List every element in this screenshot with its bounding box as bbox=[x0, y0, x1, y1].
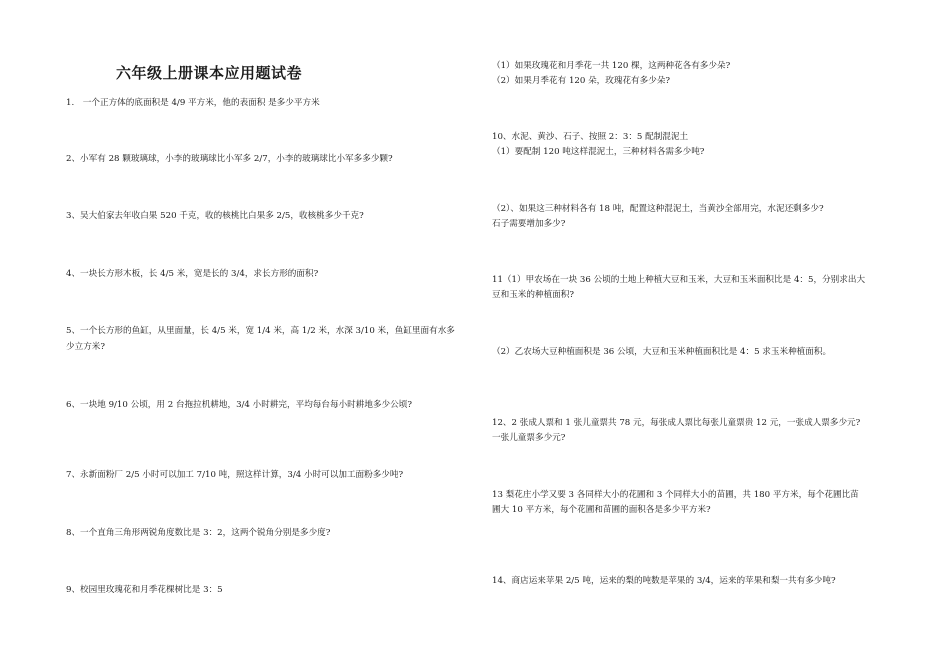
question-1: 1. 一个正方体的底面积是 4/9 平方米，他的表面积 是多少平方米 bbox=[66, 98, 320, 108]
question-13-line-1: 13 梨花庄小学又要 3 各同样大小的花圃和 3 个同样大小的苗圃，共 180 平方米，每个花圃比苗 bbox=[492, 490, 859, 500]
question-10b-line-2: 石子需要增加多少? bbox=[492, 219, 566, 229]
question-13-line-2: 圃大 10 平方米，每个花圃和苗圃的面积各是多少平方米? bbox=[492, 505, 711, 515]
question-11b: （2）乙农场大豆种植面积是 36 公顷，大豆和玉米种植面积比是 4：5 求玉米种植面积。 bbox=[492, 347, 832, 357]
question-5-line-1: 5、一个长方形的鱼缸，从里面量，长 4/5 米，宽 1/4 米，高 1/2 米，水深 3/10 米，鱼缸里面有水多 bbox=[66, 326, 455, 336]
question-12-line-1: 12、2 张成人票和 1 张儿童票共 78 元，每张成人票比每张儿童票贵 12 元，一张成人票多少元? bbox=[492, 418, 861, 428]
question-11-line-1: 11（1）甲农场在一块 36 公顷的土地上种植大豆和玉米，大豆和玉米面积比是 4：5，分别求出大 bbox=[492, 275, 866, 285]
question-10-line-1: 10、水泥、黄沙、石子、按照 2：3：5 配制混泥土 bbox=[492, 132, 689, 142]
question-3: 3、吴大伯家去年收白果 520 千克，收的核桃比白果多 2/5，收核桃多少千克? bbox=[66, 211, 364, 221]
question-10-line-2: （1）要配制 120 吨这样混泥土，三种材料各需多少吨? bbox=[492, 147, 705, 157]
question-8: 8、一个直角三角形两锐角度数比是 3：2，这两个锐角分别是多少度? bbox=[66, 528, 331, 538]
question-7: 7、永新面粉厂 2/5 小时可以加工 7/10 吨，照这样计算，3/4 小时可以加工面粉多少吨? bbox=[66, 470, 404, 480]
question-9-part-2: （2）如果月季花有 120 朵，玫瑰花有多少朵? bbox=[492, 76, 671, 86]
page-title: 六年级上册课本应用题试卷 bbox=[116, 64, 303, 82]
question-9-part-1: （1）如果玫瑰花和月季花一共 120 棵，这两种花各有多少朵? bbox=[492, 61, 731, 71]
question-9: 9、校园里玫瑰花和月季花棵树比是 3：5 bbox=[66, 585, 223, 595]
question-2: 2、小军有 28 颗玻璃球，小李的玻璃球比小军多 2/7，小李的玻璃球比小军多多少颗? bbox=[66, 154, 393, 164]
question-6: 6、一块地 9/10 公顷，用 2 台拖拉机耕地，3/4 小时耕完，平均每台每小时耕地多少公顷? bbox=[66, 400, 412, 410]
question-11-line-2: 豆和玉米的种植面积? bbox=[492, 290, 574, 300]
question-10b-line-1: （2）、如果这三种材料各有 18 吨，配置这种混泥土，当黄沙全部用完，水泥还剩多少? bbox=[492, 204, 824, 214]
question-14: 14、商店运来苹果 2/5 吨，运来的梨的吨数是苹果的 3/4，运来的苹果和梨一共有多少吨? bbox=[492, 576, 836, 586]
question-4: 4、一块长方形木板，长 4/5 米，宽是长的 3/4，求长方形的面积? bbox=[66, 269, 319, 279]
question-12-line-2: 一张儿童票多少元? bbox=[492, 433, 566, 443]
question-5-line-2: 少立方米? bbox=[66, 342, 105, 352]
